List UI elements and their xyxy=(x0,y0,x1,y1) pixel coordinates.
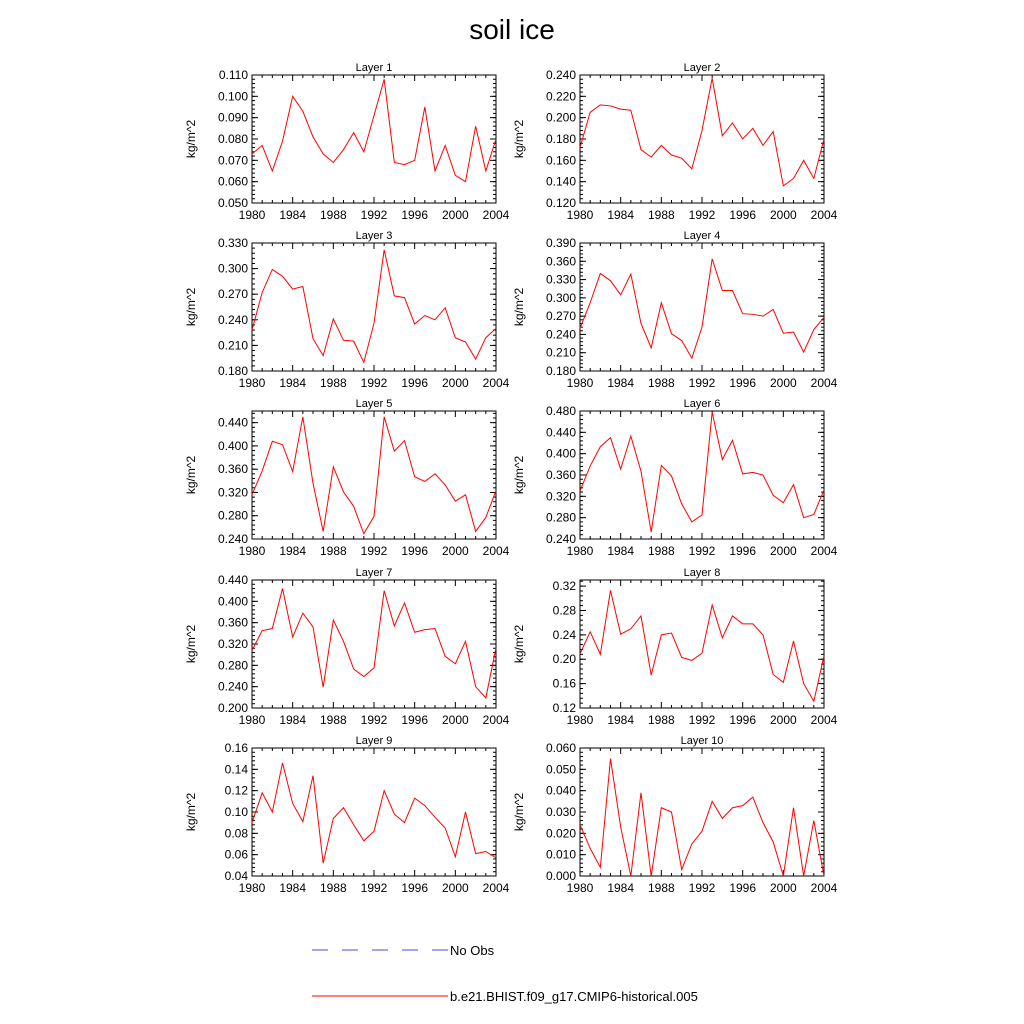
y-tick-label: 0.100 xyxy=(217,89,248,104)
x-tick-label: 2004 xyxy=(810,208,838,222)
y-tick-label: 0.120 xyxy=(545,196,576,210)
x-tick-label: 1980 xyxy=(238,713,266,727)
x-tick-label: 1988 xyxy=(319,208,347,222)
x-tick-label: 2000 xyxy=(769,713,797,727)
y-tick-label: 0.070 xyxy=(217,153,248,168)
y-tick-label: 0.280 xyxy=(217,658,248,673)
x-tick-label: 1996 xyxy=(401,376,429,390)
panel-title: Layer 7 xyxy=(355,567,393,579)
panel-title: Layer 10 xyxy=(680,735,724,747)
x-tick-label: 1984 xyxy=(607,208,635,222)
x-tick-label: 1996 xyxy=(729,881,757,895)
y-axis-label: kg/m^2 xyxy=(512,287,526,327)
series-line xyxy=(252,589,496,698)
x-tick-label: 1988 xyxy=(647,713,675,727)
y-axis-label: kg/m^2 xyxy=(512,792,526,832)
x-tick-label: 1984 xyxy=(279,544,307,558)
panel-layer-2 xyxy=(512,62,838,222)
y-tick-label: 0.240 xyxy=(217,532,248,546)
y-tick-label: 0.060 xyxy=(217,174,248,189)
x-tick-label: 1980 xyxy=(238,208,266,222)
panel-layer-9 xyxy=(184,735,510,895)
panel-layer-6 xyxy=(512,398,838,558)
y-tick-label: 0.330 xyxy=(545,272,576,287)
panel-title: Layer 4 xyxy=(683,230,721,242)
y-tick-label: 0.040 xyxy=(545,783,576,798)
y-tick-label: 0.280 xyxy=(545,510,576,525)
x-tick-label: 2000 xyxy=(441,544,469,558)
plot-frame xyxy=(580,75,824,203)
series-line xyxy=(580,259,824,358)
x-tick-label: 1988 xyxy=(319,376,347,390)
y-tick-label: 0.180 xyxy=(545,132,576,146)
panel-layer-8 xyxy=(512,567,838,727)
x-tick-label: 1996 xyxy=(729,544,757,558)
x-tick-label: 1980 xyxy=(238,544,266,558)
y-tick-label: 0.000 xyxy=(545,869,576,883)
y-tick-label: 0.10 xyxy=(224,805,248,819)
panel-layer-3 xyxy=(184,230,510,390)
y-axis-label: kg/m^2 xyxy=(512,624,526,664)
series-line xyxy=(252,79,496,181)
panel-title: Layer 2 xyxy=(683,62,721,74)
x-tick-label: 2000 xyxy=(769,544,797,558)
x-tick-label: 2000 xyxy=(441,713,469,727)
x-tick-label: 1988 xyxy=(647,881,675,895)
series-line xyxy=(580,590,824,701)
figure-title: soil ice xyxy=(469,14,555,45)
panel-title: Layer 8 xyxy=(683,567,721,579)
x-tick-label: 1992 xyxy=(360,544,388,558)
x-tick-label: 1988 xyxy=(319,544,347,558)
panel-layer-1 xyxy=(184,62,510,222)
y-tick-label: 0.220 xyxy=(545,89,576,104)
y-tick-label: 0.14 xyxy=(224,762,248,777)
x-tick-label: 1984 xyxy=(279,881,307,895)
series-line xyxy=(252,250,496,363)
plot-frame xyxy=(580,748,824,876)
x-tick-label: 2004 xyxy=(810,713,838,727)
y-tick-label: 0.160 xyxy=(545,153,576,168)
series-line xyxy=(252,763,496,863)
x-tick-label: 1996 xyxy=(729,376,757,390)
y-tick-label: 0.12 xyxy=(224,783,248,798)
y-tick-label: 0.24 xyxy=(552,627,576,642)
panel-layer-10 xyxy=(512,735,838,895)
y-tick-label: 0.28 xyxy=(552,603,576,618)
x-tick-label: 1980 xyxy=(566,881,594,895)
y-tick-label: 0.360 xyxy=(545,254,576,269)
x-tick-label: 1992 xyxy=(360,376,388,390)
x-tick-label: 1996 xyxy=(729,713,757,727)
y-tick-label: 0.240 xyxy=(217,679,248,694)
plot-frame xyxy=(252,243,496,371)
x-tick-label: 1988 xyxy=(647,208,675,222)
y-tick-label: 0.400 xyxy=(217,438,248,453)
y-tick-label: 0.400 xyxy=(545,446,576,461)
x-tick-label: 1992 xyxy=(688,713,716,727)
series-line xyxy=(580,412,824,532)
panel-title: Layer 5 xyxy=(355,398,393,410)
y-tick-label: 0.16 xyxy=(552,676,576,691)
x-tick-label: 1980 xyxy=(566,713,594,727)
x-tick-label: 1992 xyxy=(360,208,388,222)
y-tick-label: 0.210 xyxy=(545,345,576,360)
y-axis-label: kg/m^2 xyxy=(184,624,198,664)
y-tick-label: 0.480 xyxy=(545,404,576,418)
y-tick-label: 0.330 xyxy=(217,236,248,250)
y-tick-label: 0.270 xyxy=(217,287,248,302)
x-tick-label: 2000 xyxy=(441,376,469,390)
y-tick-label: 0.440 xyxy=(217,573,248,587)
y-tick-label: 0.32 xyxy=(552,579,576,594)
y-tick-label: 0.12 xyxy=(552,701,576,715)
y-tick-label: 0.090 xyxy=(217,110,248,125)
x-tick-label: 2000 xyxy=(441,881,469,895)
y-tick-label: 0.240 xyxy=(217,312,248,327)
series-line xyxy=(580,759,824,876)
x-tick-label: 1992 xyxy=(688,544,716,558)
panel-title: Layer 6 xyxy=(683,398,721,410)
y-tick-label: 0.320 xyxy=(545,489,576,504)
y-tick-label: 0.20 xyxy=(552,652,576,667)
x-tick-label: 1984 xyxy=(607,713,635,727)
x-tick-label: 2004 xyxy=(810,376,838,390)
series-line xyxy=(252,417,496,534)
y-tick-label: 0.440 xyxy=(545,425,576,440)
y-tick-label: 0.180 xyxy=(217,364,248,378)
y-tick-label: 0.360 xyxy=(217,462,248,477)
plot-frame xyxy=(580,580,824,708)
legend-label: No Obs xyxy=(450,943,495,958)
y-tick-label: 0.300 xyxy=(217,261,248,276)
y-tick-label: 0.240 xyxy=(545,327,576,342)
y-tick-label: 0.110 xyxy=(218,68,248,82)
panel-title: Layer 3 xyxy=(355,230,393,242)
x-tick-label: 1992 xyxy=(360,713,388,727)
y-axis-label: kg/m^2 xyxy=(184,792,198,832)
x-tick-label: 1980 xyxy=(566,376,594,390)
y-tick-label: 0.400 xyxy=(217,594,248,609)
y-tick-label: 0.050 xyxy=(217,196,248,210)
x-tick-label: 1992 xyxy=(688,881,716,895)
y-tick-label: 0.390 xyxy=(545,236,576,250)
x-tick-label: 1996 xyxy=(401,713,429,727)
y-tick-label: 0.200 xyxy=(217,701,248,715)
y-tick-label: 0.030 xyxy=(545,805,576,819)
panel-title: Layer 1 xyxy=(355,62,393,74)
y-tick-label: 0.200 xyxy=(545,110,576,125)
x-tick-label: 1988 xyxy=(647,544,675,558)
plot-frame xyxy=(252,748,496,876)
x-tick-label: 1996 xyxy=(401,881,429,895)
x-tick-label: 2004 xyxy=(482,376,510,390)
x-tick-label: 2004 xyxy=(482,208,510,222)
x-tick-label: 1980 xyxy=(566,544,594,558)
x-tick-label: 1988 xyxy=(647,376,675,390)
y-tick-label: 0.270 xyxy=(545,309,576,324)
y-tick-label: 0.300 xyxy=(545,290,576,305)
x-tick-label: 2004 xyxy=(482,881,510,895)
y-tick-label: 0.06 xyxy=(224,847,248,862)
y-axis-label: kg/m^2 xyxy=(512,455,526,495)
x-tick-label: 1996 xyxy=(401,544,429,558)
y-tick-label: 0.050 xyxy=(545,762,576,777)
y-tick-label: 0.080 xyxy=(217,132,248,146)
y-tick-label: 0.360 xyxy=(217,615,248,630)
y-tick-label: 0.210 xyxy=(217,338,248,353)
x-tick-label: 2004 xyxy=(810,881,838,895)
y-tick-label: 0.08 xyxy=(224,826,248,841)
y-tick-label: 0.180 xyxy=(545,364,576,378)
y-tick-label: 0.04 xyxy=(224,869,248,883)
x-tick-label: 1980 xyxy=(238,881,266,895)
x-tick-label: 2004 xyxy=(482,544,510,558)
plot-frame xyxy=(252,580,496,708)
plot-frame xyxy=(252,411,496,539)
panel-layer-4 xyxy=(512,230,838,390)
x-tick-label: 1996 xyxy=(401,208,429,222)
y-tick-label: 0.020 xyxy=(545,826,576,841)
x-tick-label: 1988 xyxy=(319,713,347,727)
x-tick-label: 1984 xyxy=(279,713,307,727)
x-tick-label: 2000 xyxy=(769,881,797,895)
legend xyxy=(312,943,698,1004)
x-tick-label: 1984 xyxy=(607,544,635,558)
y-tick-label: 0.320 xyxy=(217,637,248,651)
x-tick-label: 1992 xyxy=(688,208,716,222)
y-axis-label: kg/m^2 xyxy=(184,287,198,327)
x-tick-label: 2000 xyxy=(769,208,797,222)
panel-layer-7 xyxy=(184,567,510,727)
x-tick-label: 2000 xyxy=(769,376,797,390)
x-tick-label: 1992 xyxy=(360,881,388,895)
x-tick-label: 1984 xyxy=(607,881,635,895)
plot-frame xyxy=(252,75,496,203)
y-tick-label: 0.140 xyxy=(545,174,576,189)
y-axis-label: kg/m^2 xyxy=(512,119,526,159)
plot-frame xyxy=(580,411,824,539)
y-tick-label: 0.440 xyxy=(217,415,248,430)
y-axis-label: kg/m^2 xyxy=(184,119,198,159)
y-tick-label: 0.240 xyxy=(545,68,576,82)
panel-layer-5 xyxy=(184,398,510,558)
series-line xyxy=(580,78,824,186)
x-tick-label: 1996 xyxy=(729,208,757,222)
x-tick-label: 2004 xyxy=(482,713,510,727)
x-tick-label: 1984 xyxy=(279,208,307,222)
x-tick-label: 1984 xyxy=(607,376,635,390)
x-tick-label: 1980 xyxy=(566,208,594,222)
y-tick-label: 0.16 xyxy=(224,741,248,755)
y-tick-label: 0.360 xyxy=(545,468,576,482)
y-tick-label: 0.010 xyxy=(545,847,576,862)
y-tick-label: 0.280 xyxy=(217,508,248,523)
x-tick-label: 1988 xyxy=(319,881,347,895)
x-tick-label: 2004 xyxy=(810,544,838,558)
x-tick-label: 2000 xyxy=(441,208,469,222)
legend-label: b.e21.BHIST.f09_g17.CMIP6-historical.005 xyxy=(450,989,698,1004)
panel-title: Layer 9 xyxy=(355,735,393,747)
x-tick-label: 1980 xyxy=(238,376,266,390)
y-tick-label: 0.320 xyxy=(217,485,248,500)
y-tick-label: 0.240 xyxy=(545,532,576,546)
plot-frame xyxy=(580,243,824,371)
x-tick-label: 1984 xyxy=(279,376,307,390)
x-tick-label: 1992 xyxy=(688,376,716,390)
y-tick-label: 0.060 xyxy=(545,741,576,755)
y-axis-label: kg/m^2 xyxy=(184,455,198,495)
